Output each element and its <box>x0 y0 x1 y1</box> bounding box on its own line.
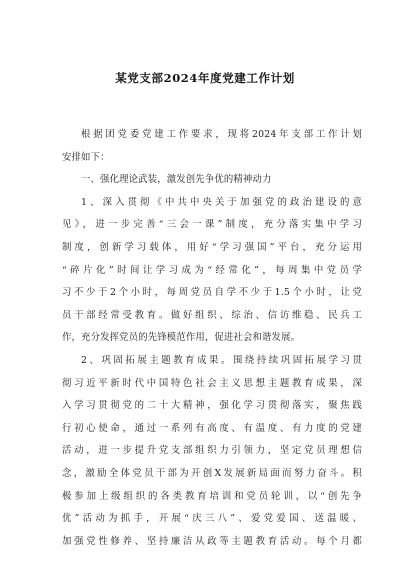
paragraph-line: 制度，创新学习载体，用好“学习强国”平台，充分运用 <box>62 241 362 253</box>
paragraph-line: 加强党性修养、坚持廉洁从政等主题教育活动。每个月都 <box>62 535 362 547</box>
paragraph-line: “碎片化”时间让学习成为“经常化”，每周集中党员学 <box>62 264 362 276</box>
paragraph-line: 安排如下： <box>62 151 110 163</box>
paragraph-line: 作，充分发挥党员的先锋模范作用，促进社会和谐发展。 <box>62 332 301 344</box>
document-body <box>62 124 362 553</box>
paragraph-line: 极参加上级组织的各类教育培训和党员轮训，以“创先争 <box>62 490 362 502</box>
paragraph-line: 根据团党委党建工作要求，现将2024年支部工作计划 <box>81 129 362 140</box>
paragraph-line: 念，激励全体党员干部为开创X发展新局面而努力奋斗。积 <box>62 467 362 479</box>
paragraph-line: 员干部经常受教育。做好组织、综治、信访维稳、民兵工 <box>62 309 362 321</box>
paragraph-line: 优”活动为抓手，开展“庆三八”、爱党爱国、送温暖、 <box>62 513 362 525</box>
paragraph-line: 入学习贯彻党的二十大精神，强化学习贯彻落实，聚焦践 <box>62 400 362 412</box>
section-heading: 一、强化理论武装，激发创先争优的精神动力 <box>81 174 272 186</box>
paragraph-line: 活动，进一步提升党支部组织力引领力，坚定党员理想信 <box>62 445 362 457</box>
paragraph-line: 行初心使命，通过一系列有高度、有温度、有力度的党建 <box>62 422 362 434</box>
paragraph-line: 习不少于2个小时，每周党员自学不少于1.5个小时，让党 <box>62 287 362 299</box>
document-title: 某党支部2024年度党建工作计划 <box>115 71 295 85</box>
paragraph-line: 1、深入贯彻《中共中央关于加强党的政治建设的意 <box>81 196 362 208</box>
paragraph-line: 见》，进一步完善“三会一课”制度，充分落实集中学习 <box>62 219 362 231</box>
paragraph-line: 2、巩固拓展主题教育成果。围绕持续巩固拓展学习贯 <box>81 354 362 366</box>
paragraph-line: 彻习近平新时代中国特色社会主义思想主题教育成果，深 <box>62 377 362 389</box>
